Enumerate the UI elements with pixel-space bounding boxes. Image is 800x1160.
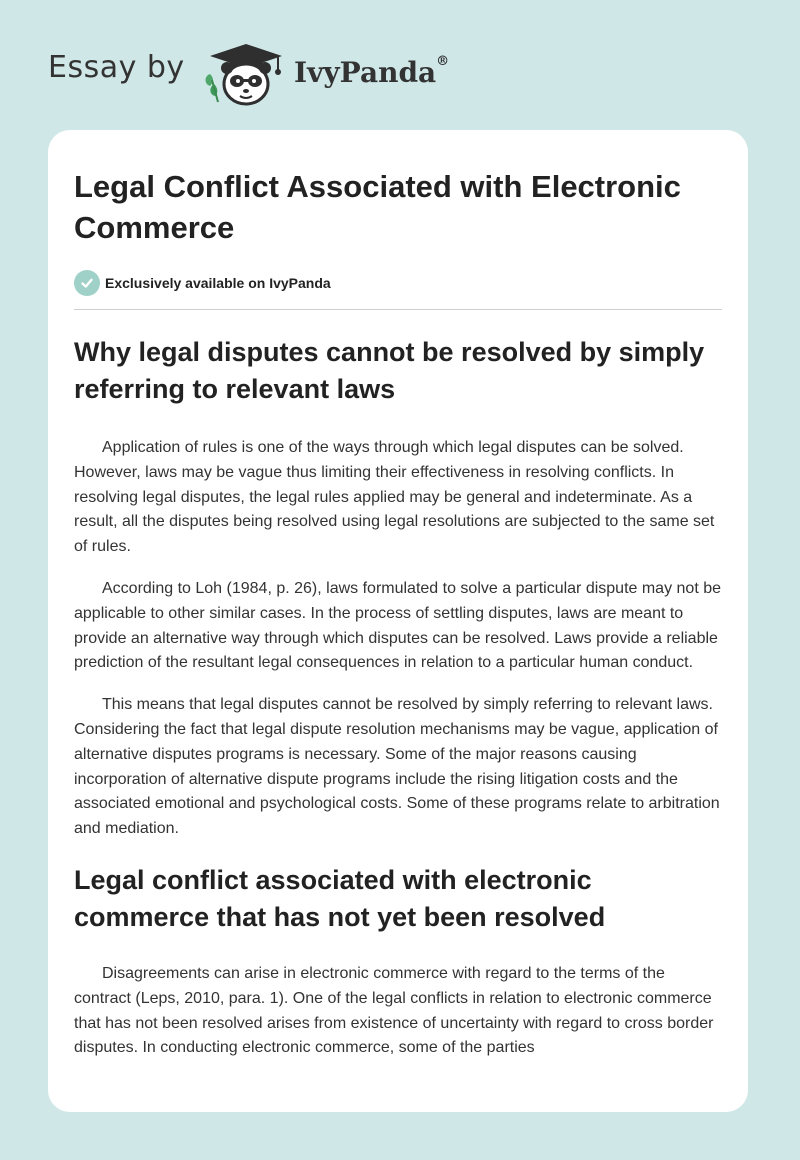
section-why-legal-disputes — [74, 334, 722, 842]
checkmark-icon — [74, 270, 100, 296]
exclusive-badge — [74, 270, 722, 296]
page-title: Legal Conflict Associated with Electronic Commerce — [74, 169, 681, 245]
title-divider — [74, 309, 722, 310]
essay-card — [48, 130, 748, 1112]
panda-graduate-icon[interactable] — [200, 36, 292, 108]
paragraph: According to Loh (1984, p. 26), laws formulated to solve a particular dispute may not be applicable to other similar cases. In the process of settling disputes, laws are meant to provide an alternative way through which disputes can be resolved. Laws provide a reliable prediction of the resultant legal consequences in relation to a particular human conduct. — [74, 579, 722, 672]
section-heading: Legal conflict associated with electronic commerce that has not yet been resolved — [74, 864, 606, 932]
section-heading: Why legal disputes cannot be resolved by simply referring to relevant laws — [74, 337, 705, 404]
paragraph: Disagreements can arise in electronic commerce with regard to the terms of the contract (Leps, 2010, para. 1). One of the legal conflicts in relation to electronic commerce that has not been resolved arises from existence of uncertainty with regard to cross border disputes. In conducting electronic commerce, some of the parties — [74, 964, 714, 1057]
brand-logo-text[interactable] — [294, 56, 449, 89]
exclusive-badge-text: Exclusively available on IvyPanda — [105, 275, 331, 291]
section-unresolved-conflict — [74, 862, 722, 1061]
essay-by-label: Essay by — [48, 50, 185, 85]
registered-mark: ® — [436, 54, 450, 69]
site-header — [0, 0, 800, 120]
brand-name: IvyPanda — [294, 56, 437, 89]
paragraph: Application of rules is one of the ways through which legal disputes can be solved. However, laws may be vague thus limiting their effectiveness in resolving conflicts. In resolving legal disputes, the legal rules applied may be general and indeterminate. As a result, all the disputes being resolved using legal resolutions are subjected to the same set of rules. — [74, 439, 715, 556]
paragraph: This means that legal disputes cannot be resolved by simply referring to relevant laws. Considering the fact that legal dispute resolution mechanisms may be vague, application of alternative disputes programs is necessary. Some of the major reasons causing incorporation of alternative dispute programs include the rising litigation costs and the associated emotional and psychological costs. Some of these programs relate to arbitration and mediation. — [74, 696, 720, 838]
